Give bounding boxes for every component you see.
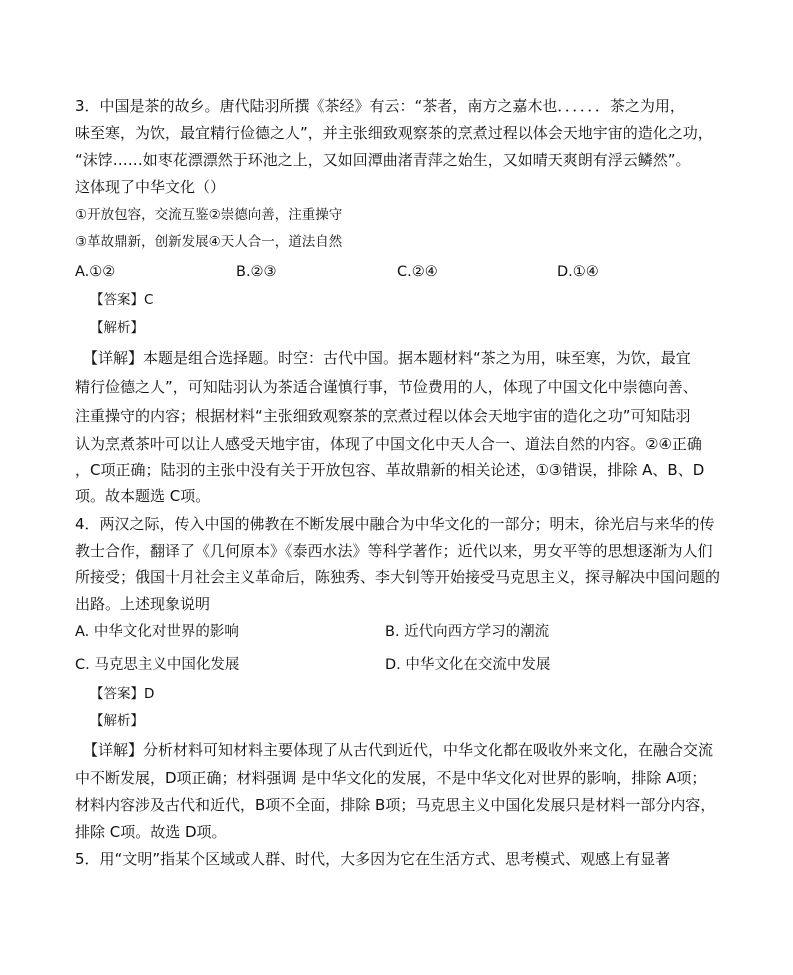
q3-answer: 【答案】C (90, 292, 154, 308)
q4-analysis-label: 【解析】 (90, 713, 144, 729)
q3-stem-line-3: “沫饽……如枣花漂漂然于环池之上，又如回潭曲渚青萍之始生，又如晴天爽朗有浮云鳞然”。 (75, 151, 691, 169)
q4-option-b: B. 近代向西方学习的潮流 (385, 624, 550, 640)
q3-explanation-line-3: 注重操守的内容；根据材料“主张细致观察茶的烹煮过程以体会天地宇宙的造化之功”可知陆羽 (75, 407, 691, 425)
q3-explanation-line-2: 精行俭德之人”，可知陆羽认为茶适合谨慎行事，节俭费用的人，体现了中国文化中崇德向善、 (75, 378, 698, 396)
q4-option-a: A. 中华文化对世界的影响 (75, 624, 239, 640)
q3-option-c: C.②④ (397, 264, 438, 280)
q4-stem-line-4: 出路。上述现象说明 (75, 595, 211, 613)
q3-stem-line-4: 这体现了中华文化（） (75, 178, 226, 196)
q4-explanation-line-1: 【详解】分析材料可知材料主要体现了从古代到近代，中华文化都在吸收外来文化，在融合交流 (83, 741, 714, 759)
q3-statement-2: ③革故鼎新，创新发展④天人合一，道法自然 (75, 234, 343, 250)
q3-stem-line-2: 味至寒，为饮，最宜精行俭德之人”，并主张细致观察茶的烹煮过程以体会天地宇宙的造化之功， (75, 124, 713, 142)
q4-explanation-line-2: 中不断发展，D项正确；材料强调 是中华文化的发展，不是中华文化对世界的影响，排除 A项； (75, 769, 707, 787)
q4-stem-line-3: 所接受；俄国十月社会主义革命后，陈独秀、李大钊等开始接受马克思主义，探寻解决中国问题的 (75, 568, 721, 586)
q3-option-b: B.②③ (236, 264, 277, 280)
q3-option-a: A.①② (75, 264, 116, 280)
q3-stem-line-1: 3．中国是茶的故乡。唐代陆羽所撰《茶经》有云：“茶者，南方之嘉木也．．．．．．茶之为用， (75, 97, 685, 115)
q4-stem-line-1: 4．两汉之际，传入中国的佛教在不断发展中融合为中华文化的一部分；明末，徐光启与来华的传 (75, 515, 715, 533)
q4-option-c: C. 马克思主义中国化发展 (75, 657, 240, 673)
q5-stem-line-1: 5．用“文明”指某个区域或人群、时代，大多因为它在生活方式、思考模式、观感上有显著 (75, 850, 671, 868)
q4-explanation-line-3: 材料内容涉及古代和近代，B项不全面，排除 B项；马克思主义中国化发展只是材料一部分内容， (75, 796, 716, 814)
q4-explanation-line-4: 排除 C项。故选 D项。 (75, 823, 227, 841)
q4-stem-line-2: 教士合作，翻译了《几何原本》《泰西水法》等科学著作；近代以来，男女平等的思想逐渐为人们 (75, 542, 713, 560)
q3-explanation-line-4: 认为烹煮茶叶可以让人感受天地宇宙，体现了中国文化中天人合一、道法自然的内容。②④正确 (75, 435, 702, 453)
q3-explanation-line-5: ，C项正确；陆羽的主张中没有关于开放包容、革故鼎新的相关论述，①③错误，排除 A、B、D (75, 461, 705, 479)
q3-explanation-line-6: 项。故本题选 C项。 (75, 487, 211, 505)
q3-analysis-label: 【解析】 (90, 320, 144, 336)
q3-explanation-line-1: 【详解】本题是组合选择题。时空：古代中国。据本题材料“茶之为用，味至寒，为饮，最宜 (83, 349, 691, 367)
q4-option-d: D. 中华文化在交流中发展 (385, 657, 551, 673)
q3-statement-1: ①开放包容，交流互鉴②崇德向善，注重操守 (75, 207, 343, 223)
q3-option-d: D.①④ (557, 264, 599, 280)
q4-answer: 【答案】D (90, 686, 155, 702)
